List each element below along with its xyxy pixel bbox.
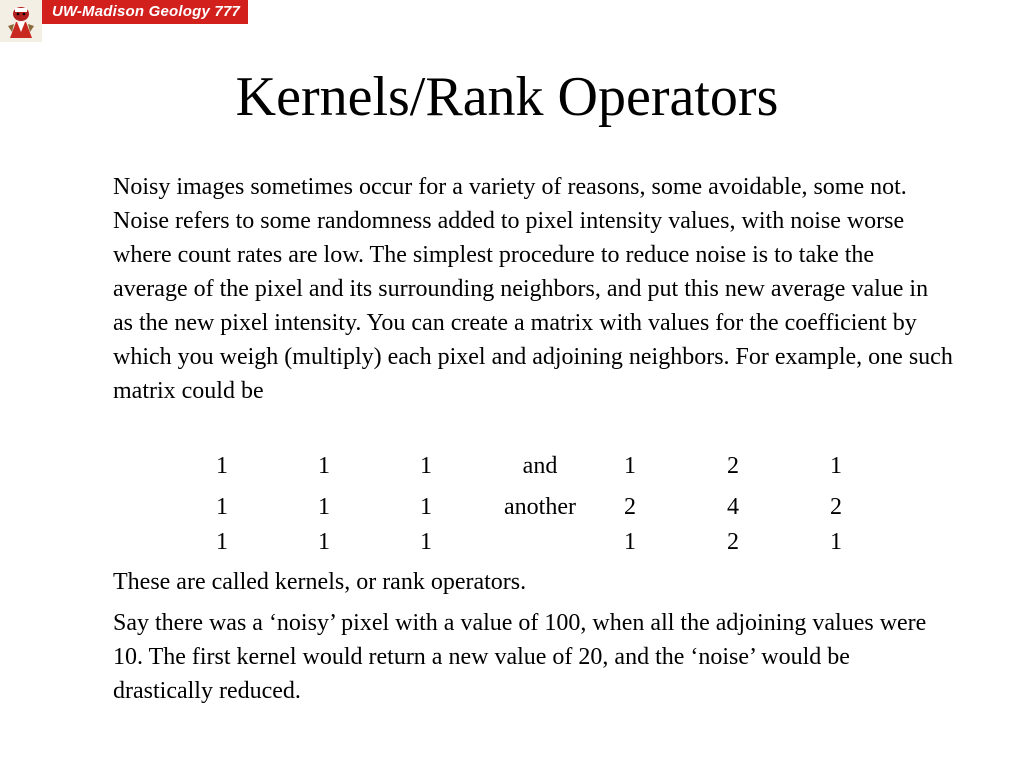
matrix-cell: 1 (420, 529, 432, 555)
matrix-cell: 1 (216, 529, 228, 555)
matrix-cell: 2 (624, 494, 636, 520)
matrix-cell: 2 (727, 453, 739, 479)
matrix-cell: 1 (830, 453, 842, 479)
matrix-cell: 1 (624, 453, 636, 479)
matrix-cell: 4 (727, 494, 739, 520)
matrix-connector: and (522, 453, 558, 479)
kernels-note: These are called kernels, or rank operators. (113, 569, 527, 595)
matrix-cell: 1 (216, 494, 228, 520)
matrix-row (0, 449, 1024, 483)
matrix-row (0, 525, 1024, 559)
example-paragraph: Say there was a ‘noisy’ pixel with a value of 100, when all the adjoining values were 10. The first kernel would return a new value of 20, and the ‘noise’ would be drastically reduced. (113, 610, 927, 704)
matrix-cell: 1 (318, 529, 330, 555)
course-banner: UW-Madison Geology 777 (42, 0, 248, 24)
matrix-cell: 1 (216, 453, 228, 479)
intro-paragraph: Noisy images sometimes occur for a variety of reasons, some avoidable, some not. Noise refers to some randomness added to pixel intensity values, with noise worse where count rates are low. The simplest procedure to reduce noise is to take the average of the pixel and its surrounding neighbors, and put this new average value in as the new pixel intensity. You can create a matrix with values for the coefficient by which you weigh (multiply) each pixel and adjoining neighbors. For example, one such matrix could be (113, 174, 953, 404)
matrix-cell: 1 (318, 494, 330, 520)
matrix-cell: 1 (420, 494, 432, 520)
matrix-cell: 1 (830, 529, 842, 555)
matrix-cell: 1 (624, 529, 636, 555)
badger-mascot-icon (0, 0, 42, 42)
matrix-cell: 1 (318, 453, 330, 479)
matrix-cell: 2 (727, 529, 739, 555)
slide-title: Kernels/Rank Operators (235, 66, 779, 128)
matrix-cell: 2 (830, 494, 842, 520)
matrix-cell: 1 (420, 453, 432, 479)
matrix-connector: another (504, 494, 576, 520)
matrix-row (0, 490, 1024, 524)
